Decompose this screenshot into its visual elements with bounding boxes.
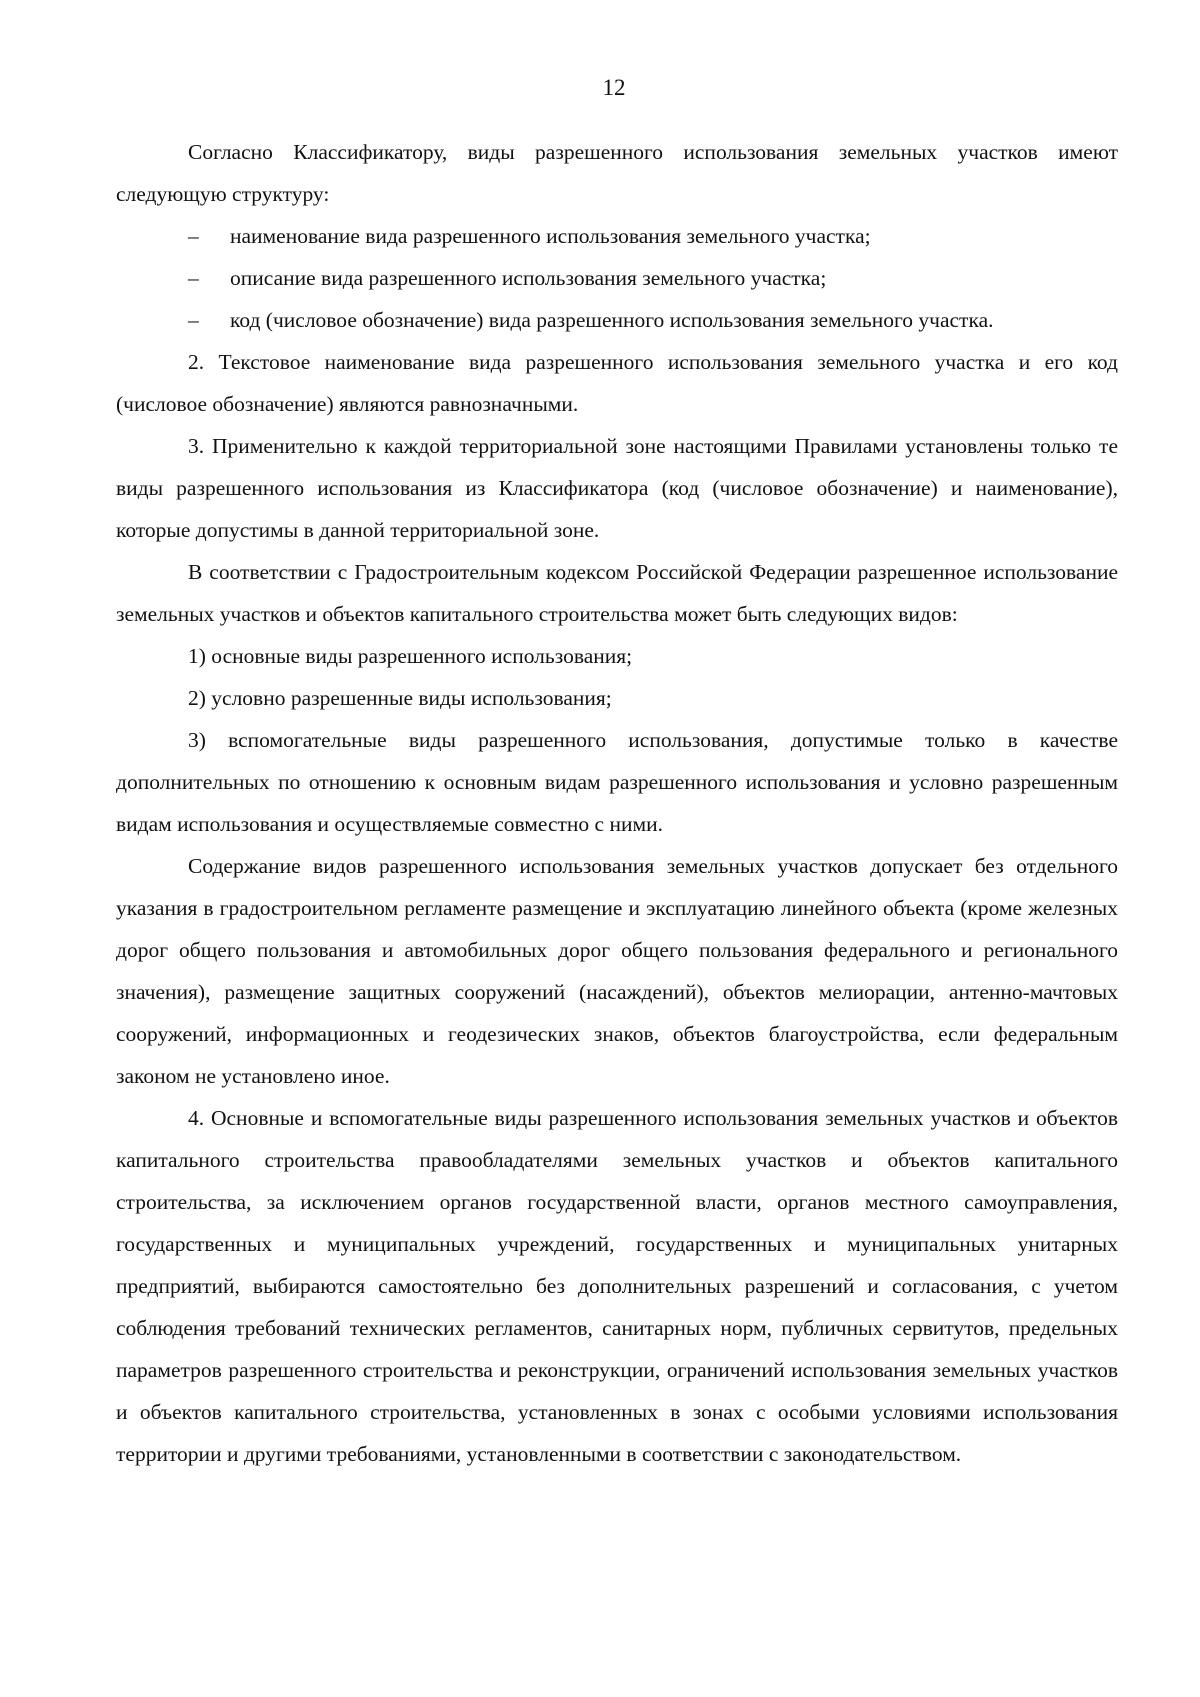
dash-bullet: –: [188, 266, 199, 290]
list-item-text: код (числовое обозначение) вида разрешенного использования земельного участка.: [230, 308, 994, 332]
dash-bullet: –: [188, 308, 199, 332]
page-number: 12: [602, 75, 626, 100]
list-item-text: описание вида разрешенного использования земельного участка;: [230, 266, 827, 290]
list-item-description: [116, 257, 1118, 299]
paragraph-4-selection: 4. Основные и вспомогательные виды разрешенного использования земельных участков и объектов капитального строительства правообладателями земельных участков и объектов капитального строительства, за исключением органов государственной власти, органов местного самоуправления, государственных и муниципальных учреждений, государственных и муниципальных унитарных предприятий, выбираются самостоятельно без дополнительных разрешений и согласования, с учетом соблюдения требований технических регламентов, санитарных норм, публичных сервитутов, предельных параметров разрешенного строительства и реконструкции, ограничений использования земельных участков и объектов капитального строительства, установленных в зонах с особыми условиями использования территории и другими требованиями, установленными в соответствии с законодательством.: [116, 1106, 1118, 1466]
document-body: [116, 131, 1118, 1475]
paragraph-classifier-structure: Согласно Классификатору, виды разрешенного использования земельных участков имеют следующую структуру:: [116, 140, 1118, 206]
dash-bullet: –: [188, 224, 199, 248]
paragraph-auxiliary-types: 3) вспомогательные виды разрешенного использования, допустимые только в качестве дополнительных по отношению к основным видам разрешенного использования и условно разрешенным видам использования и осуществляемые совместно с ними.: [116, 728, 1118, 836]
paragraph-permitted-use-types: В соответствии с Градостроительным кодексом Российской Федерации разрешенное использование земельных участков и объектов капитального строительства может быть следующих видов:: [116, 560, 1118, 626]
list-item-text: наименование вида разрешенного использования земельного участка;: [230, 224, 871, 248]
list-item-code: [116, 299, 1118, 341]
paragraph-2-equivalence: 2. Текстовое наименование вида разрешенного использования земельного участка и его код (числовое обозначение) являются равнозначными.: [116, 350, 1118, 416]
paragraph-3-zones: 3. Применительно к каждой территориальной зоне настоящими Правилами установлены только те виды разрешенного использования из Классификатора (код (числовое обозначение) и наименование), которые допустимы в данной территориальной зоне.: [116, 434, 1118, 542]
paragraph-conditional-types: 2) условно разрешенные виды использования;: [188, 686, 612, 710]
paragraph-main-types: 1) основные виды разрешенного использования;: [188, 644, 633, 668]
paragraph-content-of-types: Содержание видов разрешенного использования земельных участков допускает без отдельного указания в градостроительном регламенте размещение и эксплуатацию линейного объекта (кроме железных дорог общего пользования и автомобильных дорог общего пользования федерального и регионального значения), размещение защитных сооружений (насаждений), объектов мелиорации, антенно-мачтовых сооружений, информационных и геодезических знаков, объектов благоустройства, если федеральным законом не установлено иное.: [116, 854, 1118, 1088]
list-item-name: [116, 215, 1118, 257]
